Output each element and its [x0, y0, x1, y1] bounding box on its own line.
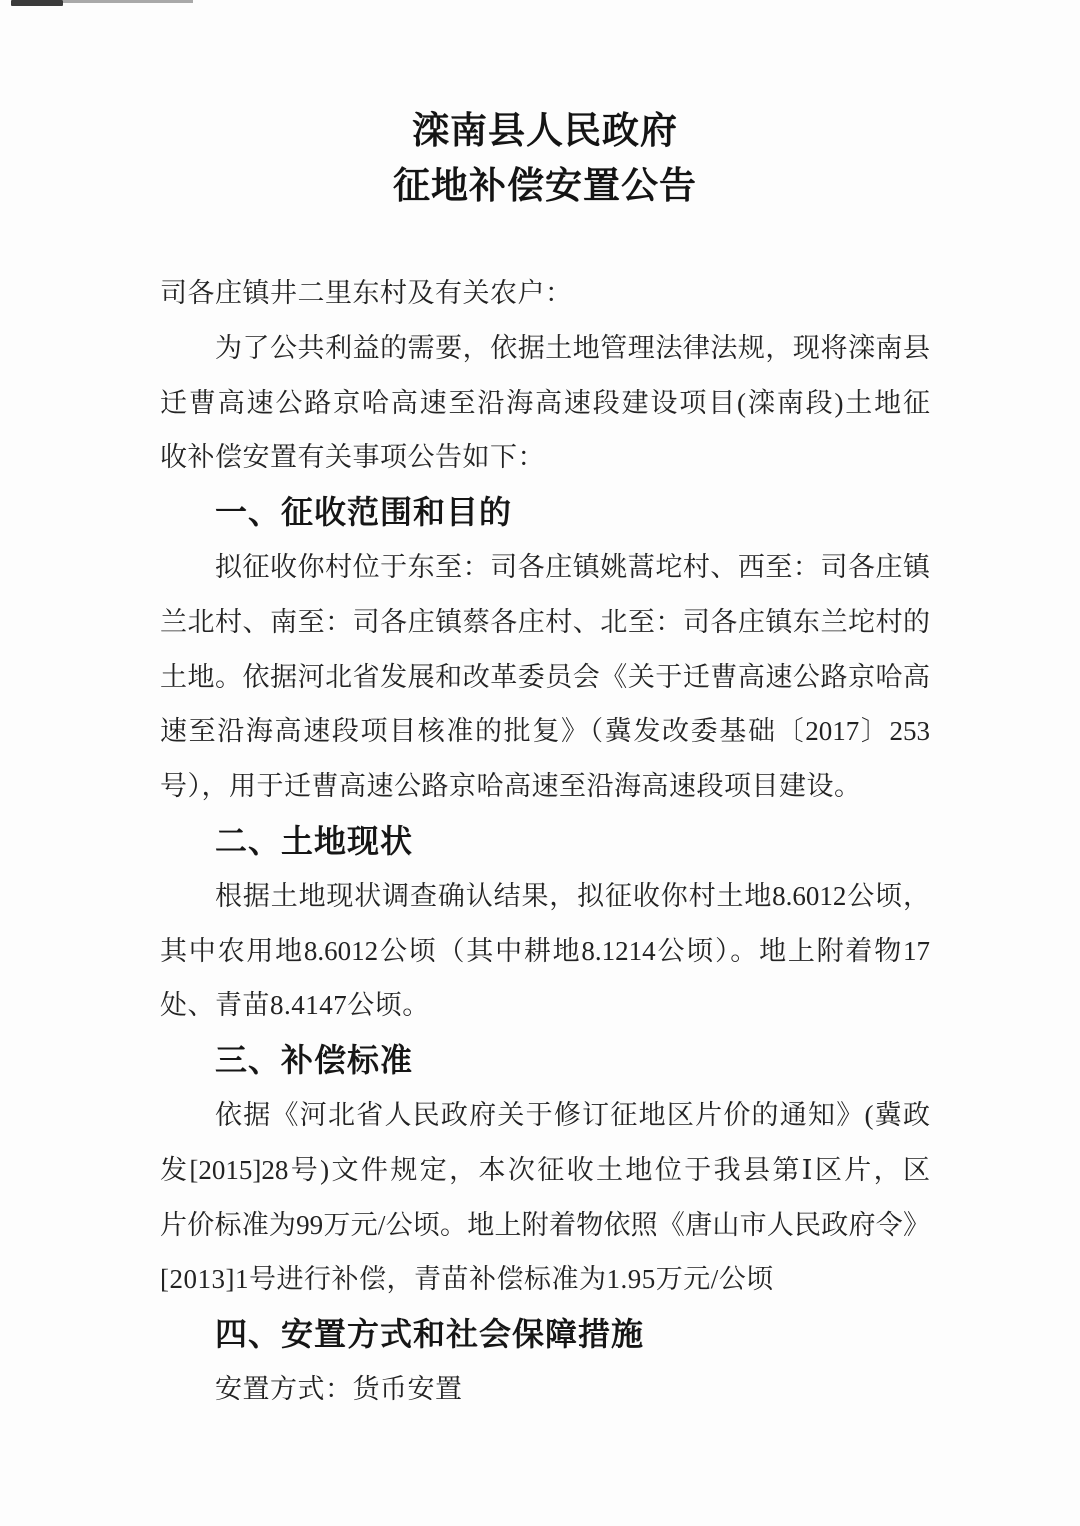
- document-body: [160, 266, 930, 1417]
- document-line: 片价标准为99万元/公顷。地上附着物依照《唐山市人民政府令》: [160, 1209, 930, 1240]
- section-heading-3: 三、补偿标准: [215, 1042, 414, 1079]
- document-line: [2013]1号进行补偿，青苗补偿标准为1.95万元/公顷: [160, 1264, 774, 1295]
- document-line: 安置方式：货币安置: [215, 1373, 463, 1404]
- document-line: 号），用于迁曹高速公路京哈高速至沿海高速段项目建设。: [160, 771, 862, 802]
- document-line: 处、青苗8.4147公顷。: [160, 990, 430, 1021]
- section-heading-1: 一、征收范围和目的: [215, 494, 513, 531]
- document-line: 依据《河北省人民政府关于修订征地区片价的通知》(冀政: [215, 1099, 930, 1130]
- notice-document: [160, 104, 930, 1417]
- document-line: 土地。依据河北省发展和改革委员会《关于迁曹高速公路京哈高: [160, 661, 930, 692]
- document-line: 发[2015]28号)文件规定，本次征收土地位于我县第Ⅰ区片，区: [160, 1154, 930, 1185]
- salutation-line: 司各庄镇井二里东村及有关农户：: [160, 278, 573, 308]
- scan-artifact-dark: [11, 0, 63, 6]
- document-line: 迁曹高速公路京哈高速至沿海高速段建设项目(滦南段)土地征: [160, 387, 930, 418]
- section-heading-4: 四、安置方式和社会保障措施: [215, 1316, 645, 1353]
- scan-artifact-gray: [63, 0, 193, 3]
- document-line: 速至沿海高速段项目核准的批复》（冀发改委基础〔2017〕253: [160, 716, 930, 747]
- document-line: 根据土地现状调查确认结果，拟征收你村土地8.6012公顷，: [215, 880, 930, 911]
- document-line: 收补偿安置有关事项公告如下：: [160, 442, 545, 473]
- section-heading-2: 二、土地现状: [215, 822, 414, 859]
- document-title: [160, 104, 930, 214]
- document-line: 其中农用地8.6012公顷（其中耕地8.1214公顷）。地上附着物17: [160, 935, 930, 966]
- document-line: 兰北村、南至：司各庄镇蔡各庄村、北至：司各庄镇东兰坨村的: [160, 606, 930, 637]
- document-line: 为了公共利益的需要，依据土地管理法律法规，现将滦南县: [215, 332, 930, 363]
- document-line: 拟征收你村位于东至：司各庄镇姚蒿坨村、西至：司各庄镇: [215, 551, 930, 582]
- document-title-line2: 征地补偿安置公告: [393, 166, 697, 207]
- document-title-line1: 滦南县人民政府: [412, 111, 678, 152]
